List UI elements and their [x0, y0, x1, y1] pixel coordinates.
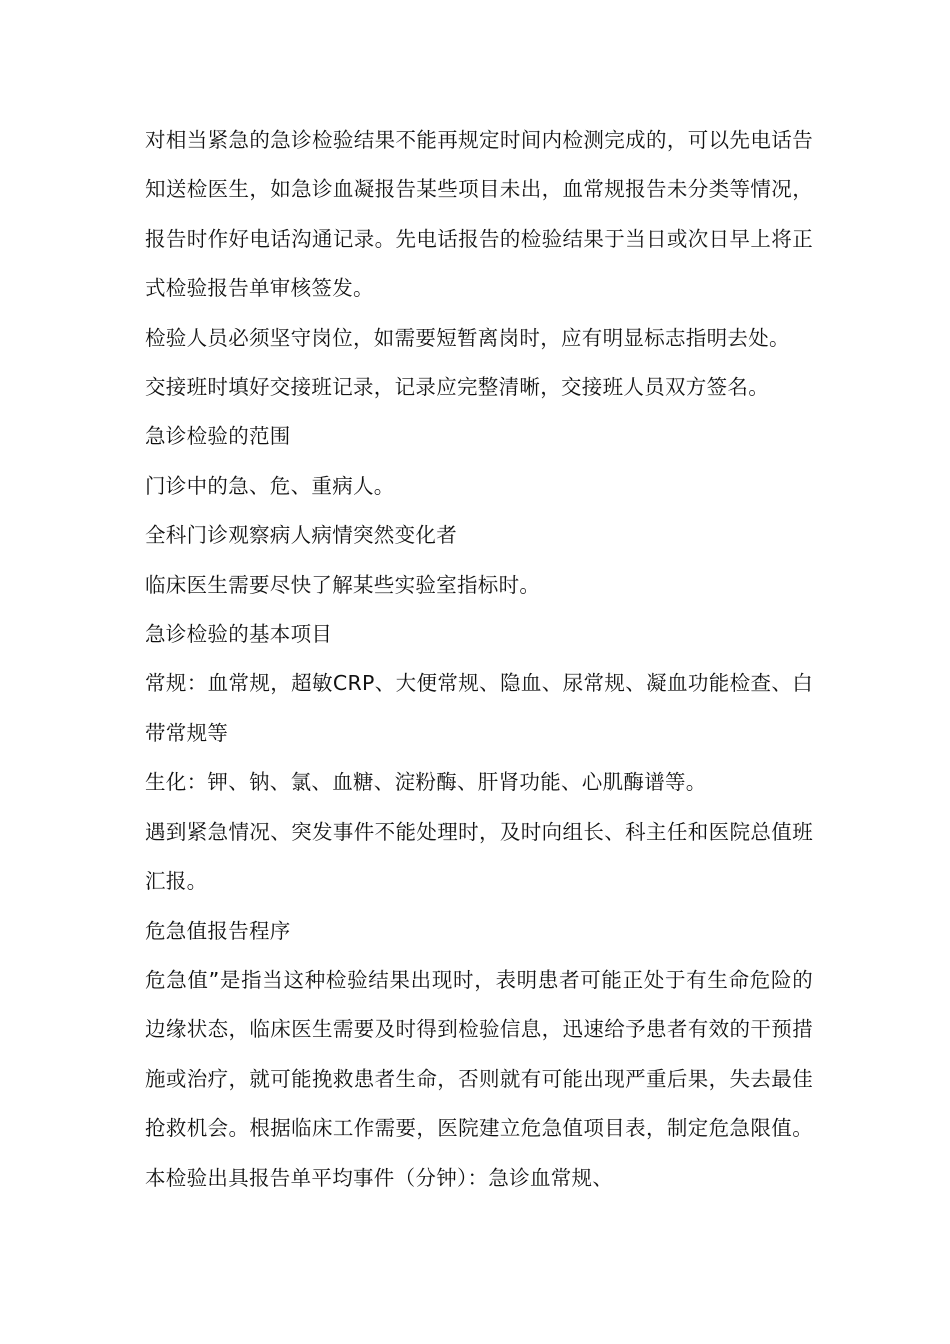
- document-body: [145, 116, 813, 1203]
- list-item-clinician-need: 临床医生需要尽快了解某些实验室指标时。: [145, 572, 541, 597]
- list-item-observation-change: 全科门诊观察病人病情突然变化者: [145, 523, 457, 548]
- heading-basic-items: 急诊检验的基本项目: [145, 622, 333, 647]
- paragraph-emergency-report: 遇到紧急情况、突发事件不能处理时，及时向组长、科主任和医院总值班汇报。: [145, 819, 813, 894]
- paragraph-routine-tests: 常规：血常规，超敏CRP、大便常规、隐血、尿常规、凝血功能检查、白带常规等: [145, 671, 813, 745]
- paragraph-stay-at-post: 检验人员必须坚守岗位，如需要短暂离岗时，应有明显标志指明去处。: [145, 325, 790, 350]
- paragraph-result-delay: 对相当紧急的急诊检验结果不能再规定时间内检测完成的，可以先电话告知送检医生，如急诊血凝报告某些项目未出，血常规报告未分类等情况，报告时作好电话沟通记录。先电话报告的检验结果于当日或次日早上将正式检验报告单审核签发。: [145, 128, 813, 301]
- paragraph-shift-handover: 交接班时填好交接班记录，记录应完整清晰，交接班人员双方签名。: [145, 375, 769, 400]
- paragraph-biochemistry-tests: 生化：钾、钠、氯、血糖、淀粉酶、肝肾功能、心肌酶谱等。: [145, 770, 707, 795]
- heading-emergency-scope: 急诊检验的范围: [145, 424, 291, 449]
- paragraph-critical-value-definition: 危急值”是指当这种检验结果出现时，表明患者可能正处于有生命危险的边缘状态，临床医生需要及时得到检验信息，迅速给予患者有效的干预措施或治疗，就可能挽救患者生命，否则就有可能出现严重后果，失去最佳抢救机会。根据临床工作需要，医院建立危急值项目表，制定危急限值。本检验出具报告单平均事件（分钟）：急诊血常规、: [145, 967, 813, 1190]
- heading-critical-value-procedure: 危急值报告程序: [145, 918, 291, 943]
- list-item-outpatient-critical: 门诊中的急、危、重病人。: [145, 473, 395, 498]
